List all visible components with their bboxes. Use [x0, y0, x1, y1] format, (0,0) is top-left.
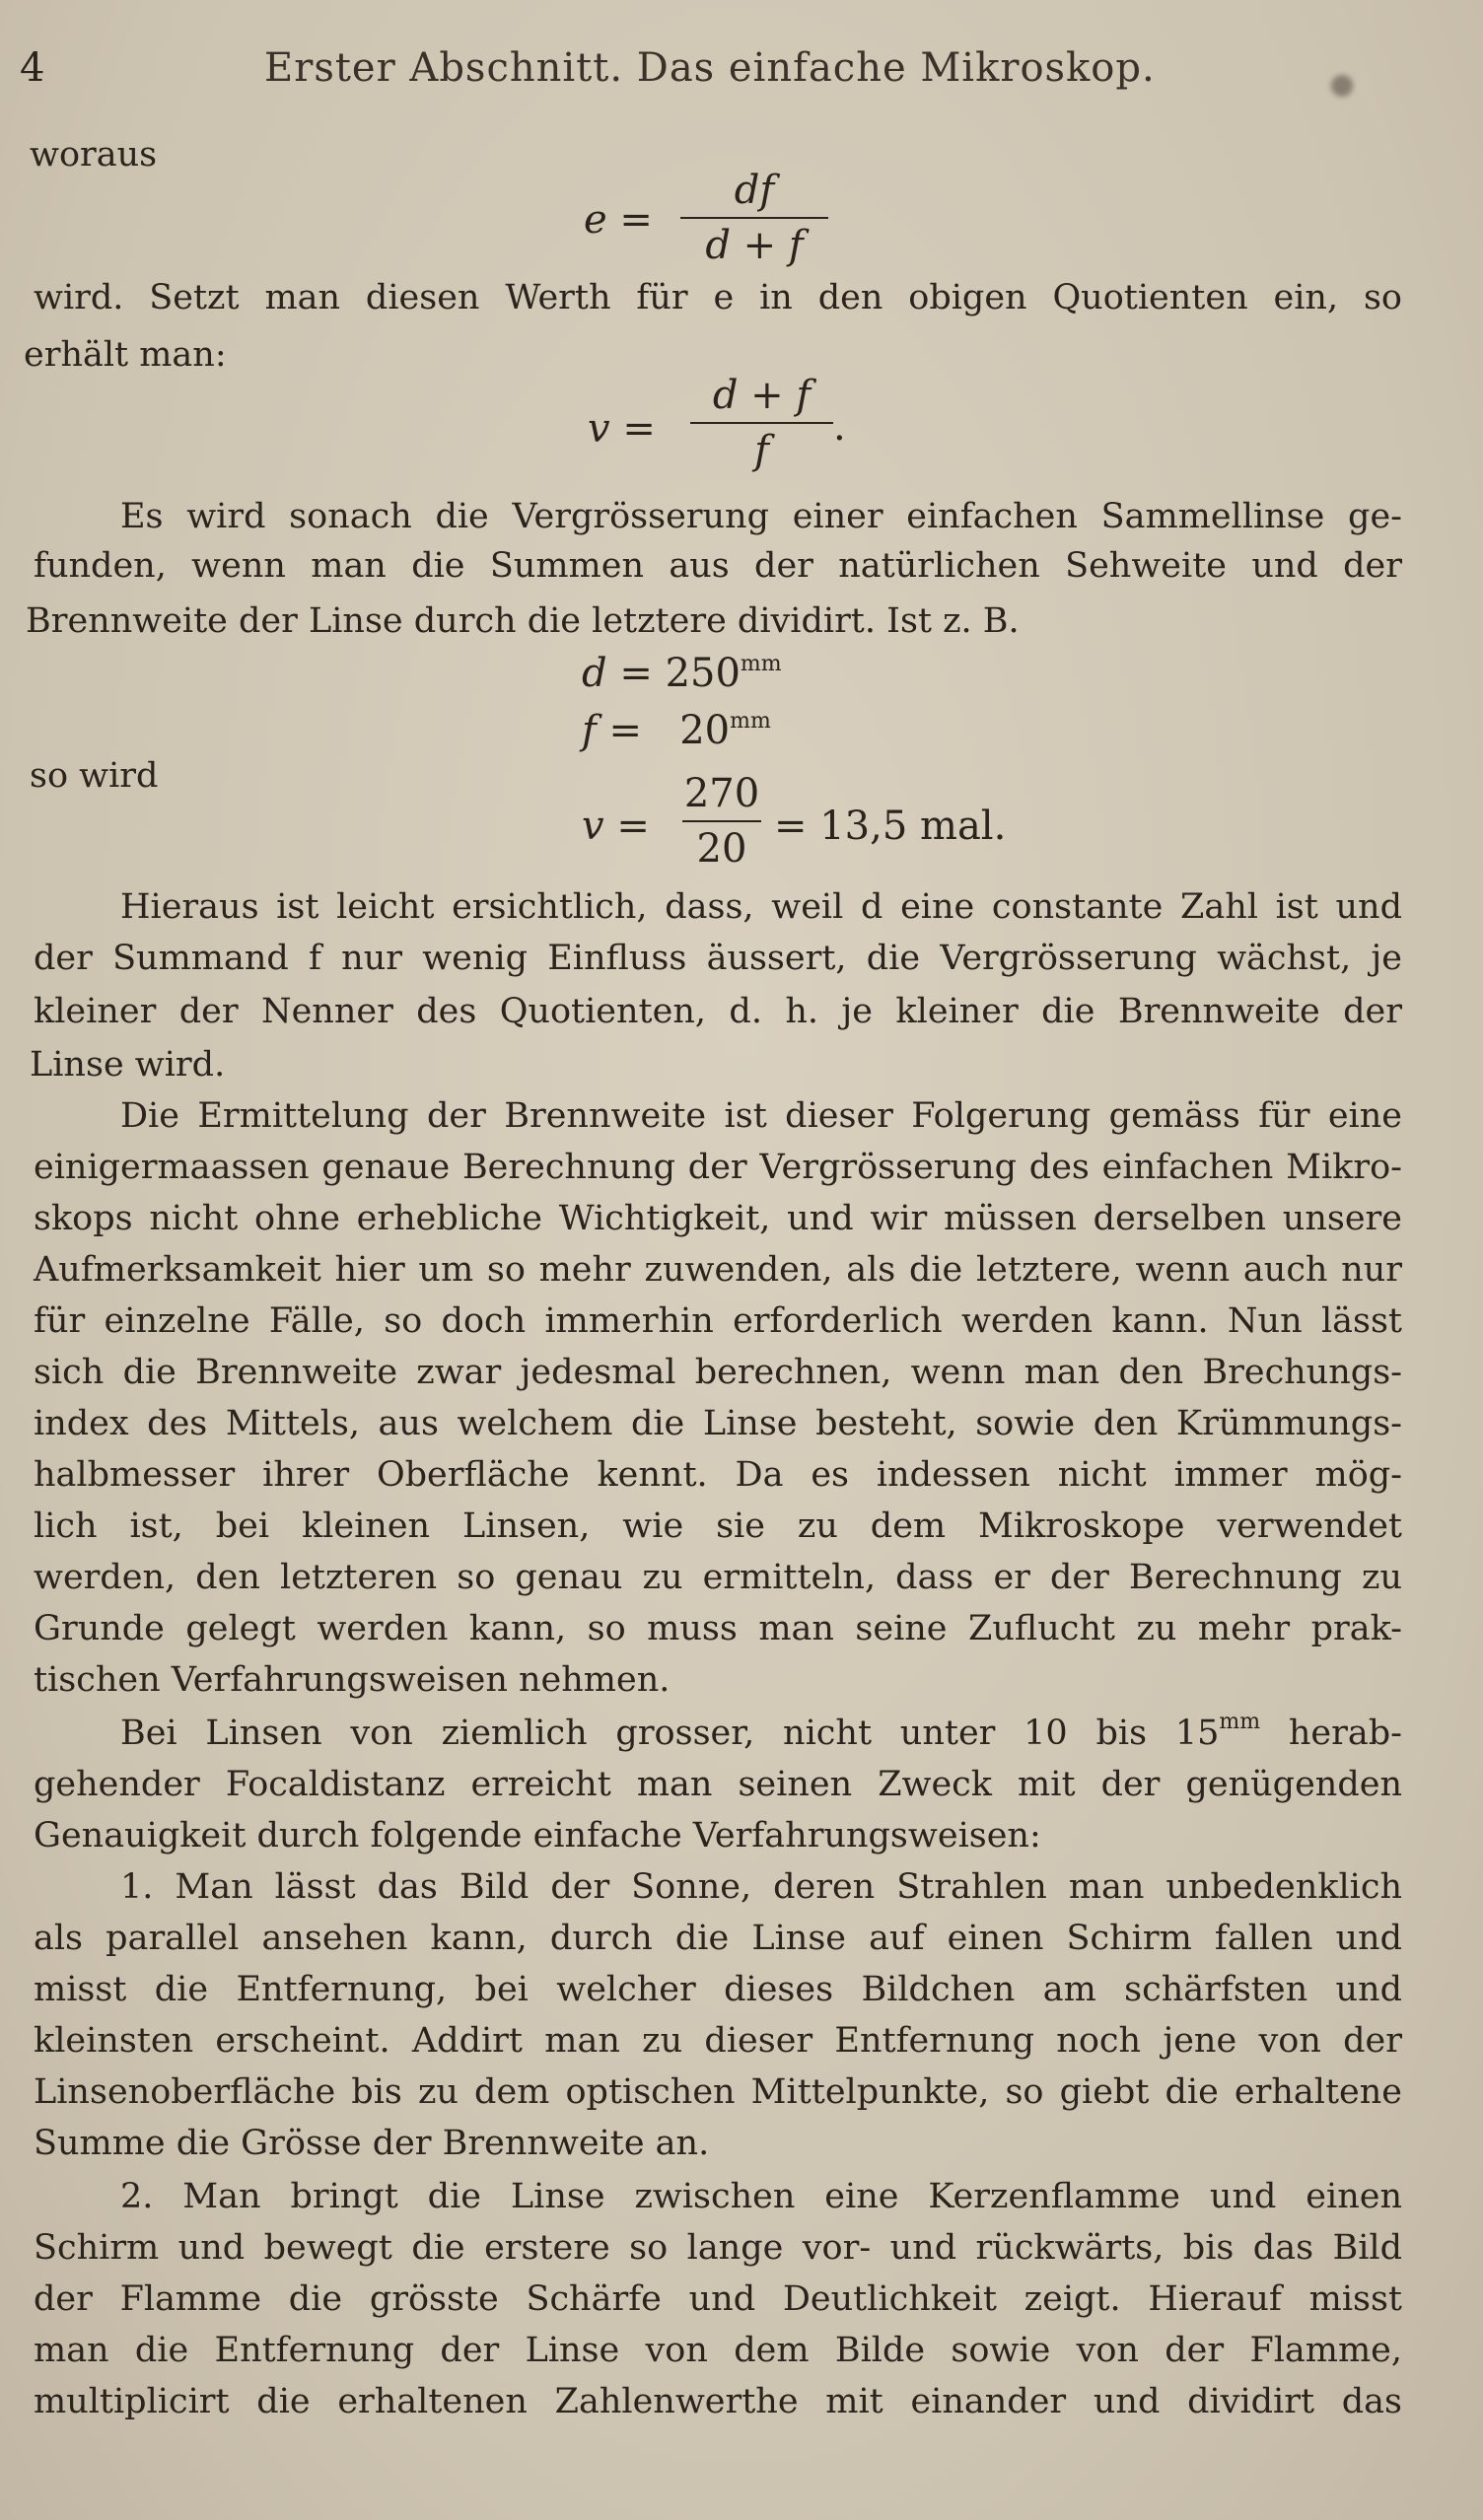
- text-line: skops nicht ohne erhebliche Wichtigkeit, und wir müssen derselben unsere: [34, 1199, 1402, 1238]
- text-line: der Flamme die grösste Schärfe und Deutlichkeit zeigt. Hierauf misst: [34, 2279, 1402, 2319]
- text-line: werden, den letzteren so genau zu ermitteln, dass er der Berechnung zu: [34, 1558, 1402, 1597]
- fraction-bar: [690, 422, 833, 424]
- page-number: 4: [20, 45, 45, 91]
- text-line: Summe die Grösse der Brennweite an.: [34, 2124, 710, 2163]
- text-line: lich ist, bei kleinen Linsen, wie sie zu dem Mikroskope verwendet: [34, 1506, 1402, 1546]
- text-line: wird. Setzt man diesen Werth für e in den obigen Quotienten ein, so: [34, 278, 1402, 317]
- ink-smudge: [1331, 75, 1353, 97]
- text-line: tischen Verfahrungsweisen nehmen.: [34, 1660, 671, 1700]
- text-line: Aufmerksamkeit hier um so mehr zuwenden, als die letztere, wenn auch nur: [34, 1250, 1402, 1290]
- running-head: Erster Abschnitt. Das einfache Mikroskop.: [264, 45, 1156, 91]
- fraction-numerator: df: [734, 168, 775, 213]
- text-line: Es wird sonach die Vergrösserung einer einfachen Sammellinse ge-: [120, 497, 1402, 536]
- equation-period: .: [833, 404, 846, 450]
- text-line: 2. Man bringt die Linse zwischen eine Kerzenflamme und einen: [120, 2177, 1402, 2216]
- text-line: Die Ermittelung der Brennweite ist dieser Folgerung gemäss für eine: [120, 1096, 1402, 1136]
- text-line: misst die Entfernung, bei welcher dieses Bildchen am schärfsten und: [34, 1970, 1402, 2009]
- text-line: erhält man:: [24, 335, 227, 375]
- text-line: Brennweite der Linse durch die letztere dividirt. Ist z. B.: [26, 601, 1020, 641]
- text-line: index des Mittels, aus welchem die Linse besteht, sowie den Krümmungs-: [34, 1404, 1402, 1443]
- text-line: so wird: [30, 756, 159, 796]
- fraction-numerator: d + f: [712, 373, 812, 418]
- text-line: funden, wenn man die Summen aus der natürlichen Sehweite und der: [34, 546, 1402, 586]
- fraction-bar: [682, 820, 761, 822]
- text-line: Schirm und bewegt die erstere so lange vor- und rückwärts, bis das Bild: [34, 2228, 1402, 2268]
- text-line: Grunde gelegt werden kann, so muss man seine Zuflucht zu mehr prak-: [34, 1609, 1402, 1648]
- text-line: multiplicirt die erhaltenen Zahlenwerthe mit einander und dividirt das: [34, 2382, 1402, 2421]
- fraction-v: [690, 371, 833, 475]
- fraction-denominator: f: [754, 428, 769, 473]
- text-line: 1. Man lässt das Bild der Sonne, deren Strahlen man unbedenklich: [120, 1867, 1402, 1907]
- equation-v2-lhs: v =: [582, 804, 650, 849]
- text-line: der Summand f nur wenig Einfluss äussert, die Vergrösserung wächst, je: [34, 939, 1402, 978]
- fraction-v2: [682, 769, 761, 874]
- text-line: halbmesser ihrer Oberfläche kennt. Da es indessen nicht immer mög-: [34, 1455, 1402, 1495]
- fraction-denominator: d + f: [705, 223, 804, 268]
- equation-v-lhs: v =: [588, 406, 656, 452]
- text-line: kleiner der Nenner des Quotienten, d. h. je kleiner die Brennweite der: [34, 992, 1402, 1031]
- fraction-numerator: 270: [683, 771, 760, 816]
- text-line: gehender Focaldistanz erreicht man seinen Zweck mit der genügenden: [34, 1765, 1402, 1804]
- page-header: [0, 45, 1483, 114]
- text-line: man die Entfernung der Linse von dem Bilde sowie von der Flamme,: [34, 2331, 1402, 2370]
- text-line: Linse wird.: [30, 1045, 226, 1085]
- fraction-denominator: 20: [696, 826, 747, 872]
- fraction-bar: [680, 217, 828, 219]
- text-line: Hieraus ist leicht ersichtlich, dass, weil d eine constante Zahl ist und: [120, 887, 1402, 927]
- text-line: für einzelne Fälle, so doch immerhin erforderlich werden kann. Nun lässt: [34, 1301, 1402, 1341]
- text-line: woraus: [30, 135, 158, 175]
- equation-v2-result: = 13,5 mal.: [774, 804, 1007, 849]
- text-line: kleinsten erscheint. Addirt man zu dieser Entfernung noch jene von der: [34, 2021, 1402, 2061]
- equation-e-lhs: e =: [584, 197, 653, 243]
- text-line: einigermaassen genaue Berechnung der Vergrösserung des einfachen Mikro-: [34, 1148, 1402, 1187]
- text-line: Linsenoberfläche bis zu dem optischen Mittelpunkte, so giebt die erhaltene: [34, 2072, 1402, 2112]
- equation-d: $d = 250^{mm}$: [582, 651, 782, 696]
- text-line: Genauigkeit durch folgende einfache Verfahrungsweisen:: [34, 1816, 1041, 1855]
- fraction-e: [680, 166, 828, 270]
- text-line: als parallel ansehen kann, durch die Linse auf einen Schirm fallen und: [34, 1919, 1402, 1958]
- text-line: Bei Linsen von ziemlich grosser, nicht unter 10 bis $15^{mm}$ herab-: [120, 1710, 1402, 1753]
- text-line: sich die Brennweite zwar jedesmal berechnen, wenn man den Brechungs-: [34, 1353, 1402, 1392]
- equation-f: f = $20^{mm}$: [582, 708, 771, 753]
